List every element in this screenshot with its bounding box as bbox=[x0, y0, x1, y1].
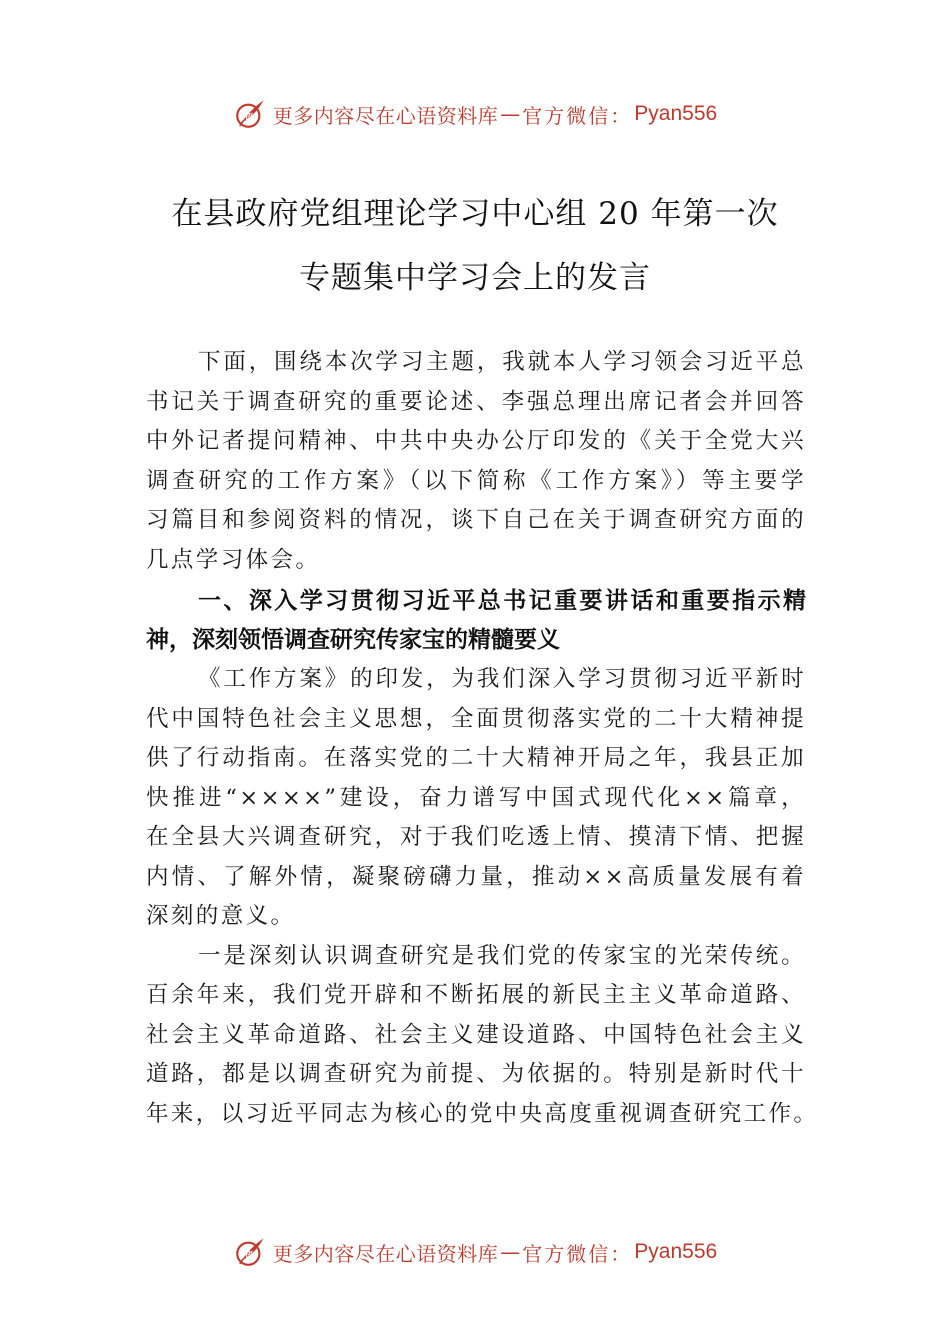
paragraph-2-line: 供了行动指南。在落实党的二十大精神开局之年，我县正加 bbox=[146, 745, 806, 771]
banner-wechat-id: Pyan556 bbox=[634, 1240, 718, 1263]
banner-wechat-id: Pyan556 bbox=[634, 102, 718, 125]
banner-text: 更多内容尽在心语资料库 bbox=[272, 103, 499, 128]
banner-dash: — bbox=[500, 1240, 521, 1264]
paragraph-3-line: 百余年来，我们党开辟和不断拓展的新民主主义革命道路、 bbox=[146, 982, 806, 1008]
paragraph-2-line: 内情、了解外情，凝聚磅礴力量，推动××高质量发展有着 bbox=[146, 864, 806, 890]
svg-text:语: 语 bbox=[244, 1250, 254, 1261]
paragraph-1-line: 习篇目和参阅资料的情况，谈下自己在关于调查研究方面的 bbox=[146, 507, 806, 533]
paragraph-2-line: 深刻的意义。 bbox=[146, 903, 296, 929]
quill-pen-icon bbox=[233, 1235, 267, 1269]
paragraph-2-line: 在全县大兴调查研究，对于我们吃透上情、摸清下情、把握 bbox=[146, 824, 806, 850]
banner-dash: — bbox=[500, 102, 521, 126]
paragraph-3-line: 年来，以习近平同志为核心的党中央高度重视调查研究工作。 bbox=[146, 1101, 819, 1127]
paragraph-2-line: 代中国特色社会主义思想，全面贯彻落实党的二十大精神提 bbox=[146, 706, 806, 732]
section-heading-line: 神，深刻领悟调查研究传家宝的精髓要义 bbox=[146, 627, 560, 653]
paragraph-2-line: 快推进“××××”建设，奋力谱写中国式现代化××篇章， bbox=[146, 785, 806, 811]
banner-wechat-label: 官方微信： bbox=[522, 103, 633, 128]
banner-wechat-label: 官方微信： bbox=[522, 1241, 633, 1266]
paragraph-3-line: 道路，都是以调查研究为前提、为依据的。特别是新时代十 bbox=[146, 1061, 806, 1087]
paragraph-3-line: 一是深刻认识调查研究是我们党的传家宝的光荣传统。 bbox=[198, 943, 806, 969]
paragraph-1-line: 书记关于调查研究的重要论述、李强总理出席记者会并回答 bbox=[146, 389, 806, 415]
document-title-line-2: 专题集中学习会上的发言 bbox=[299, 260, 651, 296]
paragraph-3-line: 社会主义革命道路、社会主义建设道路、中国特色社会主义 bbox=[146, 1022, 806, 1048]
document-title-line-1: 在县政府党组理论学习中心组 20 年第一次 bbox=[171, 196, 779, 232]
paragraph-1-line: 中外记者提问精神、中共中央办公厅印发的《关于全党大兴 bbox=[146, 428, 806, 454]
quill-pen-icon bbox=[233, 97, 267, 131]
paragraph-1-line: 调查研究的工作方案》（以下简称《工作方案》）等主要学 bbox=[146, 468, 806, 494]
banner-text: 更多内容尽在心语资料库 bbox=[272, 1241, 499, 1266]
paragraph-2-line: 《工作方案》的印发，为我们深入学习贯彻习近平新时 bbox=[198, 666, 806, 692]
paragraph-1-line: 下面，围绕本次学习主题，我就本人学习领会习近平总 bbox=[198, 349, 806, 375]
header-banner bbox=[0, 94, 950, 134]
paragraph-1-line: 几点学习体会。 bbox=[146, 547, 321, 573]
section-heading-line: 一、深入学习贯彻习近平总书记重要讲话和重要指示精 bbox=[198, 588, 806, 614]
footer-banner bbox=[0, 1232, 950, 1272]
svg-text:语: 语 bbox=[244, 112, 254, 123]
